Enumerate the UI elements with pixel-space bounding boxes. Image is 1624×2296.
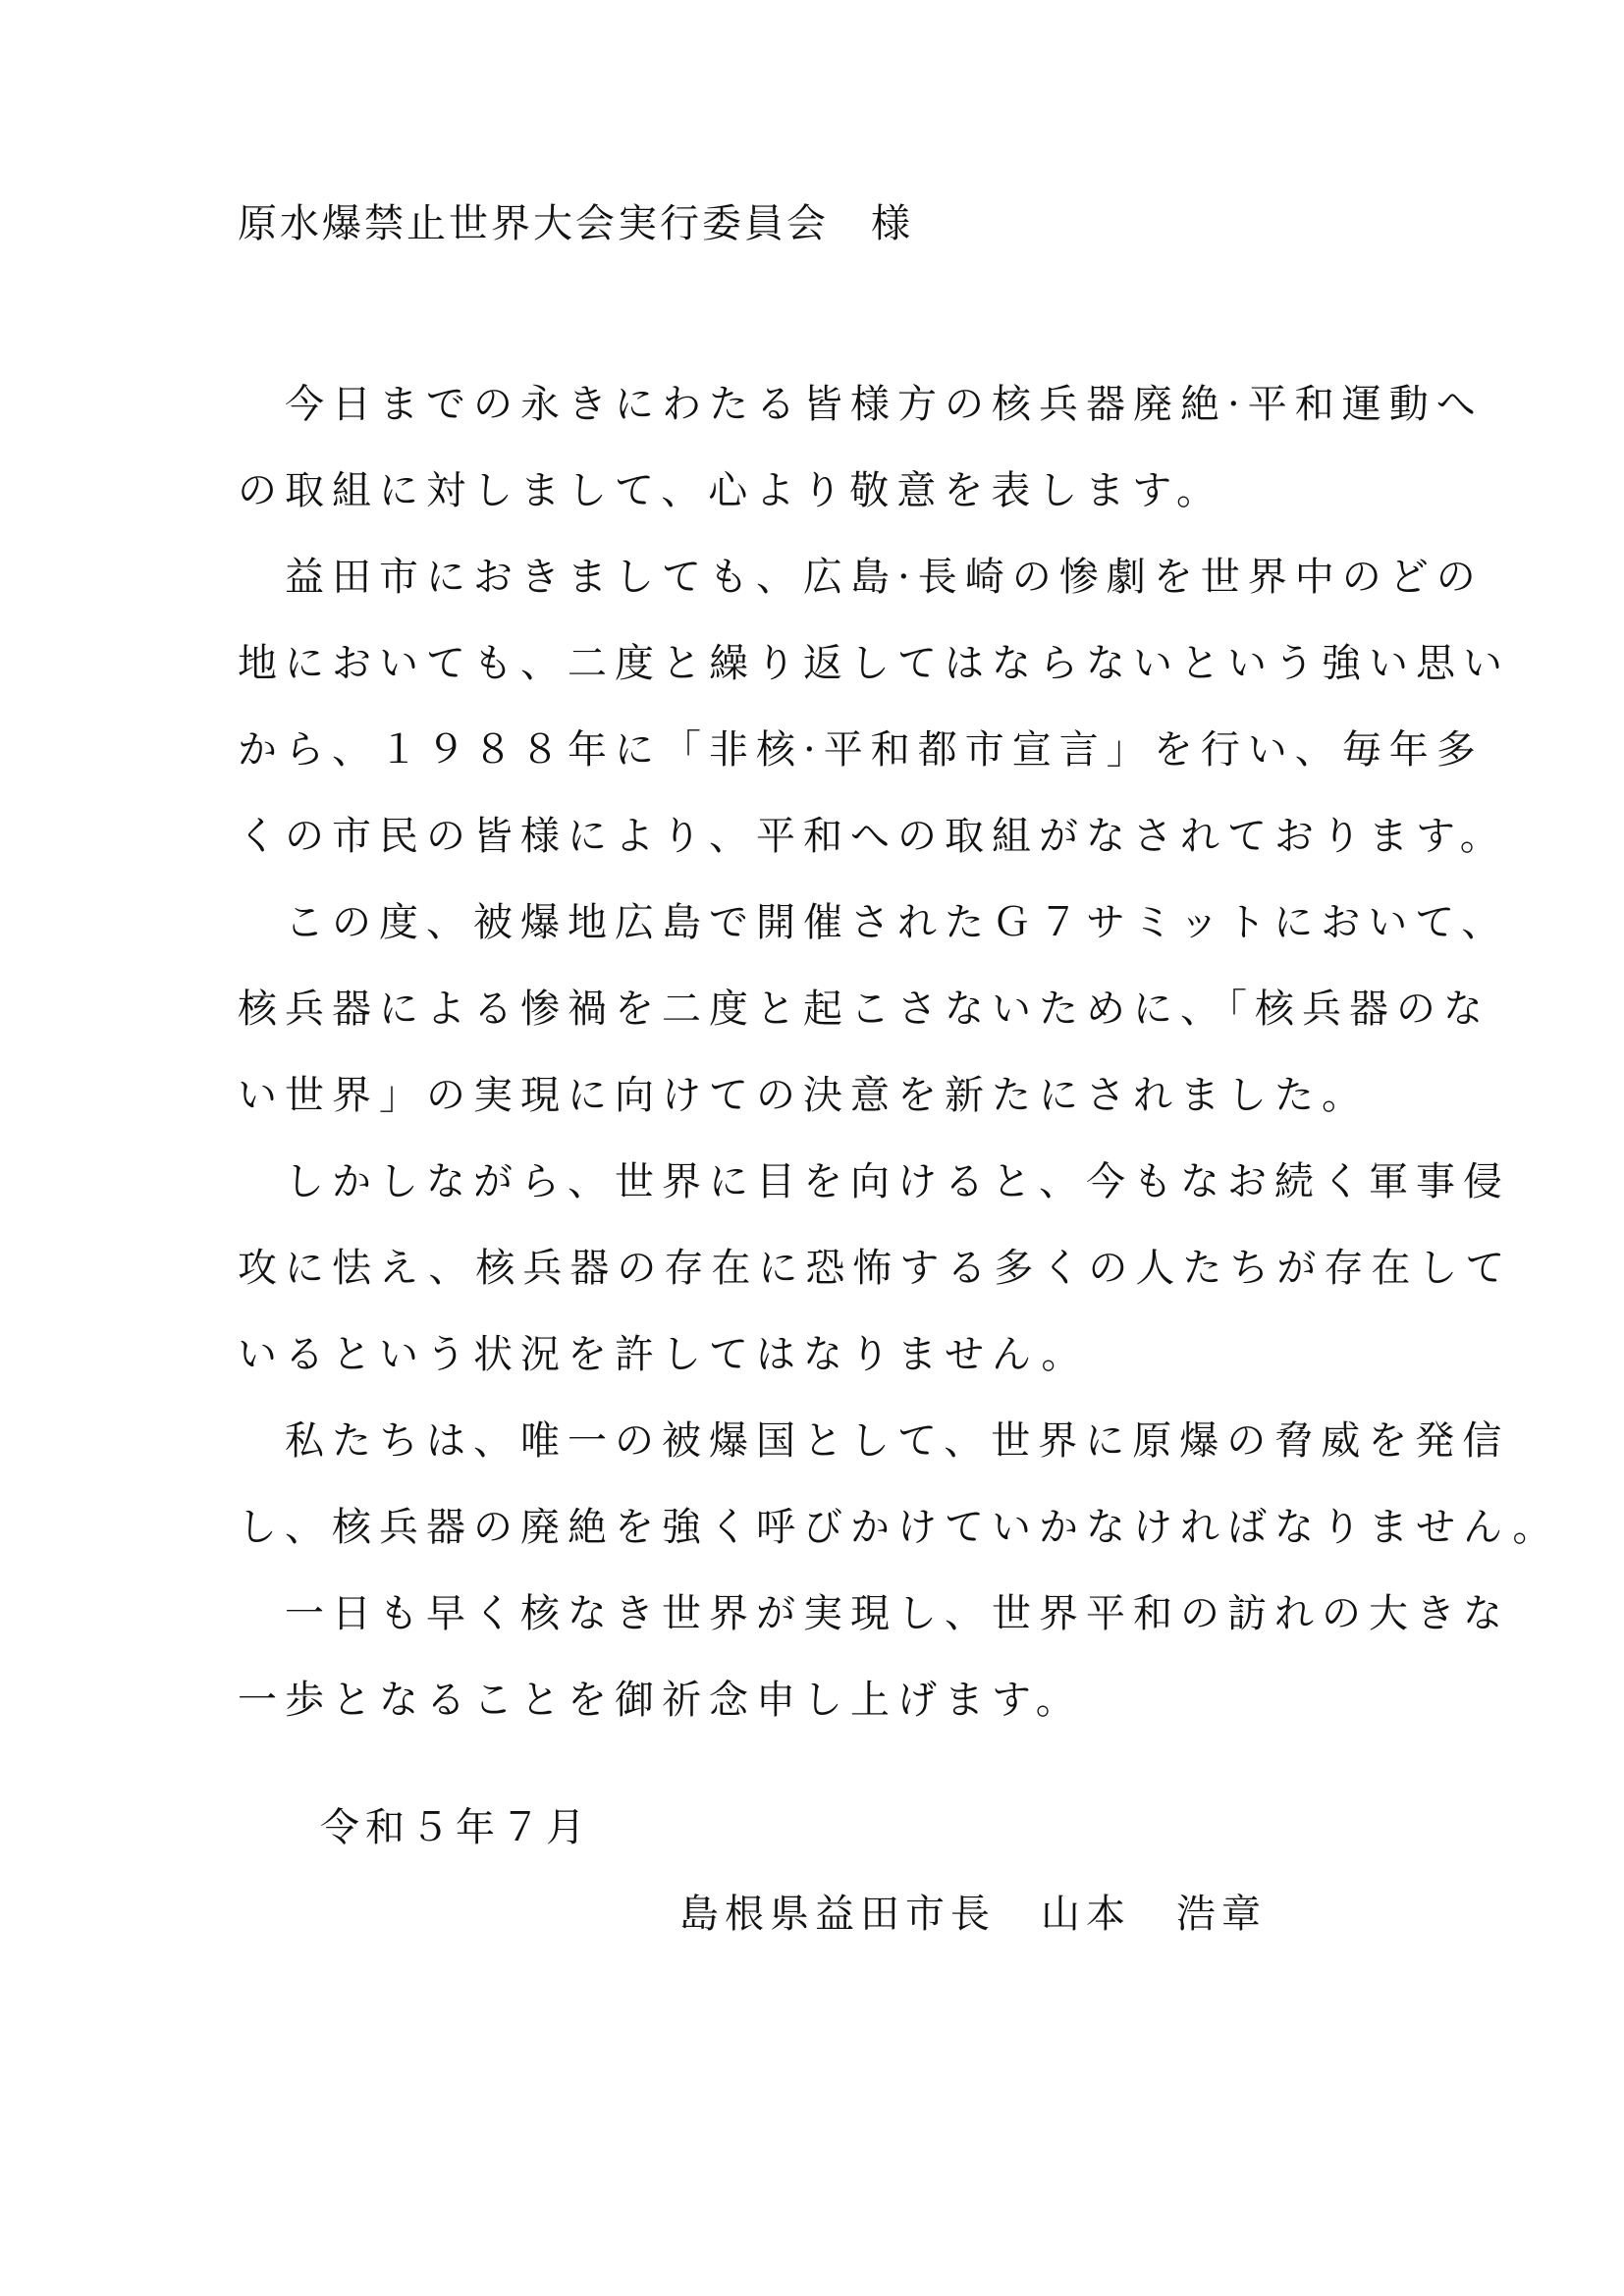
body-line: くの市民の皆様により、平和への取組がなされております。 [238,814,1507,859]
body-line: から、１９８８年に「非核·平和都市宣言」を行い、毎年多 [238,727,1484,773]
body-line: 核兵器による惨禍を二度と起こさないために、「核兵器のな [238,987,1490,1032]
addressee: 原水爆禁止世界大会実行委員会 様 [238,201,913,246]
body-line: 攻に怯え、核兵器の存在に恐怖する多くの人たちが存在して [238,1246,1513,1291]
body-line: し、核兵器の廃絶を強く呼びかけていかなければなりません。 [238,1505,1560,1550]
letter-date: 令和５年７月 [320,1805,591,1850]
body-line: 一歩となることを御祈念申し上げます。 [238,1678,1083,1723]
body-line: い世界」の実現に向けての決意を新たにされました。 [238,1073,1369,1118]
signature: 島根県益田市長 山本 浩章 [679,1892,1267,1937]
body-line: 一日も早く核なき世界が実現し、世界平和の訪れの大きな [238,1591,1510,1636]
body-line: 今日までの永きにわたる皆様方の核兵器廃絶·平和運動へ [238,382,1484,427]
body-line: この度、被爆地広島で開催されたＧ７サミットにおいて、 [238,900,1509,945]
body-line: いるという状況を許してはなりません。 [238,1332,1089,1377]
body-line: の取組に対しまして、心より敬意を表します。 [238,468,1223,513]
body-line: 益田市におきましても、広島·長崎の惨劇を世界中のどの [238,555,1484,600]
body-line: 地においても、二度と繰り返してはならないという強い思い [238,641,1510,686]
body-line: 私たちは、唯一の被爆国として、世界に原爆の脅威を発信 [238,1418,1510,1464]
body-line: しかしながら、世界に目を向けると、今もなお続く軍事侵 [238,1159,1510,1204]
letter-body [238,361,1560,1743]
